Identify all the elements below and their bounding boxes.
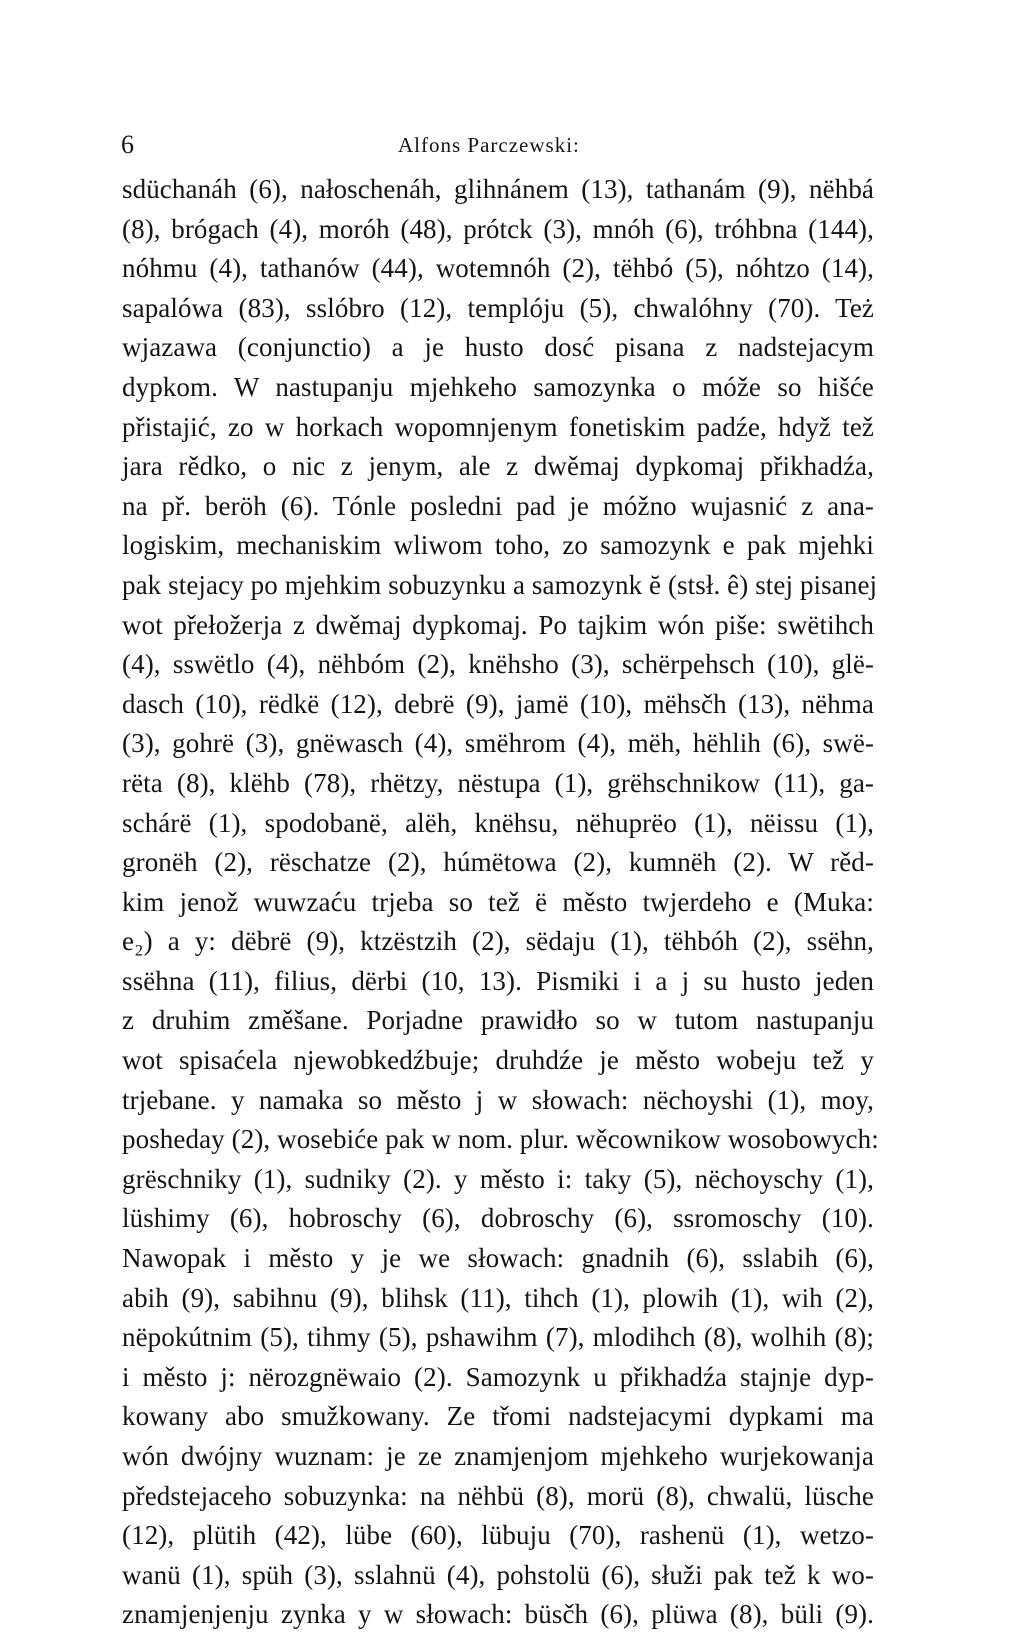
- text-line: nëpokútnim (5), tihmy (5), pshawihm (7), mlodihch (8), wolhih (8);: [122, 1322, 874, 1353]
- text-line: (8), brógach (4), moróh (48), prótck (3), mnóh (6), tróhbna (144),: [122, 213, 874, 244]
- text-line: z druhim změšane. Porjadne prawidło so w tutom nastupanju: [122, 1005, 874, 1036]
- text-line: wanü (1), spüh (3), sslahnü (4), pohstolü (6), słuži pak tež k wo-: [122, 1559, 874, 1590]
- text-line: (12), plütih (42), lübe (60), lübuju (70), rashenü (1), wetzo-: [122, 1520, 874, 1551]
- text-line: jara rědko, o nic z jenym, ale z dwěmaj dypkomaj přikhadźa,: [122, 451, 874, 482]
- text-line: lüshimy (6), hobroschy (6), dobroschy (6), ssromoschy (10).: [122, 1203, 874, 1234]
- text-line: dasch (10), rëdkë (12), debrë (9), jamë (10), mëhsčh (13), nëhma: [122, 688, 874, 719]
- text-line: na př. beröh (6). Tónle posledni pad je móžno wujasnić z ana-: [122, 490, 874, 521]
- text-line: wot spisaćela njewobkedźbuje; druhdźe je město wobeju tež y: [122, 1045, 874, 1076]
- running-head: Alfons Parczewski:: [398, 133, 580, 157]
- page-number: 6: [121, 130, 134, 159]
- text-line: posheday (2), wosebiće pak w nom. plur. wěcownikow wosobowych:: [122, 1124, 879, 1155]
- text-line: znamjenjenju zynka y w słowach: büsčh (6), plüwa (8), büli (9).: [122, 1599, 874, 1630]
- text-line: grëschniky (1), sudniky (2). y město i: taky (5), nëchoyschy (1),: [122, 1163, 874, 1194]
- text-line: gronëh (2), rëschatze (2), húmëtowa (2), kumnëh (2). W rěd-: [122, 847, 874, 878]
- text-line: trjebane. y namaka so město j w słowach: nëchoyshi (1), moy,: [122, 1084, 874, 1115]
- text-line: (4), sswëtlo (4), nëhbóm (2), knëhsho (3), schërpehsch (10), glë-: [122, 649, 874, 680]
- text-line: schárë (1), spodobanë, alëh, knëhsu, nëhuprëo (1), nëissu (1),: [122, 807, 874, 838]
- text-line: wjazawa (conjunctio) a je husto dosć pisana z nadstejacym: [122, 332, 874, 363]
- text-line: sapalówa (83), sslóbro (12), templóju (5), chwalóhny (70). Też: [122, 292, 874, 323]
- text-line: wón dwójny wuznam: je ze znamjenjom mjehkeho wurjekowanja: [122, 1441, 874, 1471]
- text-line: rëta (8), klëhb (78), rhëtzy, nëstupa (1), grëhschnikow (11), ga-: [122, 767, 874, 798]
- text-line: kowany abo smužkowany. Ze třomi nadstejacymi dypkami ma: [122, 1401, 874, 1432]
- text-line: e₂) a y: dëbrë (9), ktzëstzih (2), sëdaju (1), tëhbóh (2), ssëhn,: [122, 926, 874, 957]
- text-line: i město j: nërozgnëwaio (2). Samozynk u přikhadźa stajnje dyp-: [122, 1361, 874, 1392]
- text-line: Nawopak i město y je we słowach: gnadnih (6), sslabih (6),: [122, 1243, 874, 1274]
- text-line: (3), gohrë (3), gnëwasch (4), smëhrom (4), mëh, hëhlih (6), swë-: [122, 728, 874, 759]
- body-text: [122, 170, 879, 1635]
- text-line: nóhmu (4), tathanów (44), wotemnóh (2), tëhbó (5), nóhtzo (14),: [122, 253, 874, 284]
- text-line: kim jenož wuwzaću trjeba so tež ë město twjerdeho e (Muka:: [122, 886, 874, 917]
- text-line: ssëhna (11), filius, dërbi (10, 13). Pismiki i a j su husto jeden: [122, 965, 874, 996]
- text-line: wot přełožerja z dwěmaj dypkomaj. Po tajkim wón piše: swëtihch: [122, 609, 874, 640]
- text-line: pak stejacy po mjehkim sobuzynku a samozynk ĕ (stsł. ê) stej pisanej: [122, 569, 878, 600]
- text-line: přistajić, zo w horkach wopomnjenym fonetiskim padźe, hdyž tež: [122, 411, 874, 442]
- text-line: dypkom. W nastupanju mjehkeho samozynka o móže so hišće: [122, 371, 874, 402]
- text-line: předstejaceho sobuzynka: na nëhbü (8), morü (8), chwalü, lüsche: [122, 1480, 874, 1511]
- text-line: abih (9), sabihnu (9), blihsk (11), tihch (1), plowih (1), wih (2),: [122, 1282, 874, 1313]
- text-line: logiskim, mechaniskim wliwom toho, zo samozynk e pak mjehki: [122, 530, 874, 561]
- text-line: sdüchanáh (6), nałoschenáh, glihnánem (13), tathanám (9), nëhbá: [122, 174, 874, 204]
